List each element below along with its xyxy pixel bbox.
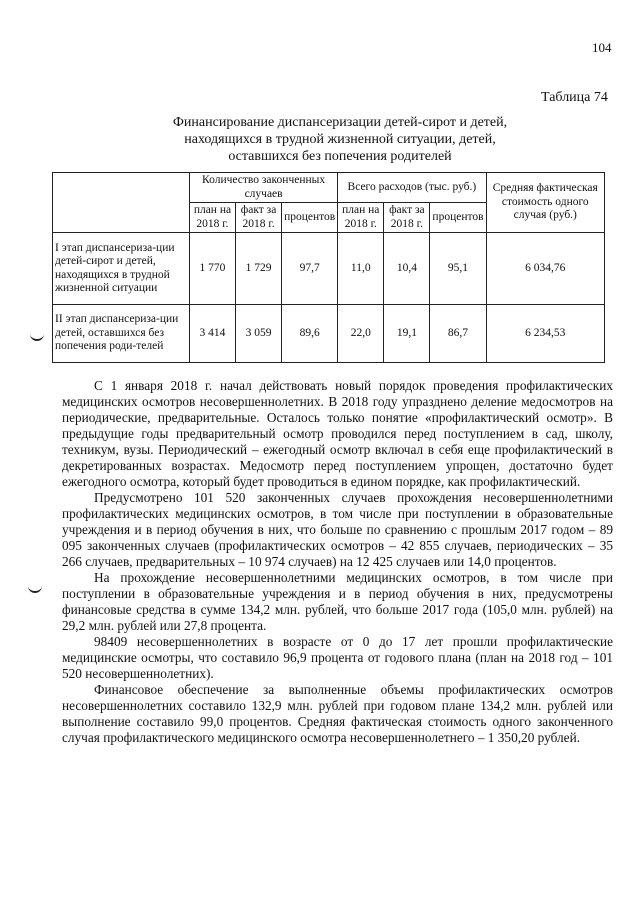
page-number: 104 (592, 40, 612, 55)
cases-percent-cell: 89,6 (282, 305, 338, 363)
financing-table (52, 172, 605, 363)
cases-percent-cell: 97,7 (282, 233, 338, 305)
title-line: оставшихся без попечения родителей (228, 149, 452, 164)
cases-fact-cell: 1 729 (236, 233, 282, 305)
subheader-percent: процентов (282, 203, 338, 233)
header-avg-cost: Средняя фактическая стоимость одного случая (руб.) (486, 173, 604, 233)
subheader-fact: факт за 2018 г. (236, 203, 282, 233)
stage-cell: II этап диспансериза-ции детей, оставшихся без попечения роди-телей (53, 305, 190, 363)
cases-fact-cell: 3 059 (236, 305, 282, 363)
paragraph: На прохождение несовершеннолетними медицинских осмотров, в том числе при поступлении в образовательные учреждения и в период обучения в них, предусмотрены финансовые средства в сумме 134,2 млн. рублей, что больше 2017 года (105,0 млн. рублей) на 29,2 млн. рублей или 27,8 процента. (62, 570, 613, 633)
table-label: Таблица 74 (541, 90, 608, 105)
avg-cost-cell: 6 234,53 (486, 305, 604, 363)
cases-plan-cell: 3 414 (189, 305, 235, 363)
body-text (62, 378, 613, 746)
expenses-plan-cell: 11,0 (338, 233, 384, 305)
paragraph: Финансовое обеспечение за выполненные объемы профилактических осмотров несовершеннолетних составило 132,9 млн. рублей при годовом плане 134,2 млн. рублей или выполнение составило 99,0 процентов. Средняя фактическая стоимость одного законченного случая профилактического медицинского осмотра несовершеннолетнего – 1 350,20 рублей. (62, 682, 613, 745)
table-title (140, 114, 540, 165)
expenses-fact-cell: 10,4 (384, 233, 430, 305)
subheader-fact: факт за 2018 г. (384, 203, 430, 233)
title-line: Финансирование диспансеризации детей-сирот и детей, (172, 115, 508, 130)
stage-cell: I этап диспансериза-ции детей-сирот и детей, находящихся в трудной жизненной ситуации (53, 233, 190, 305)
header-expenses: Всего расходов (тыс. руб.) (338, 173, 486, 203)
paragraph: С 1 января 2018 г. начал действовать новый порядок проведения профилактических медицинских осмотров несовершеннолетних. В 2018 году упразднено деление медосмотров на периодические, предварительные. Осталось только понятие «профилактический осмотр». В предыдущие годы предварительный осмотр проводился перед поступлением в сад, школу, техникум, вузы. Периодический – ежегодный осмотр включал в себя еще профилактический в декретированных возрастах. Медосмотр перед поступлением упрощен, достаточно будет ежегодного осмотра, который будет проводиться в едином порядке, как профилактический. (62, 378, 613, 489)
subheader-percent: процентов (430, 203, 486, 233)
subheader-plan: план на 2018 г. (338, 203, 384, 233)
subheader-plan: план на 2018 г. (189, 203, 235, 233)
expenses-fact-cell: 19,1 (384, 305, 430, 363)
table-row (53, 305, 605, 363)
header-empty (53, 173, 190, 233)
expenses-percent-cell: 86,7 (430, 305, 486, 363)
margin-check-mark (30, 332, 44, 341)
expenses-plan-cell: 22,0 (338, 305, 384, 363)
title-line: находящихся в трудной жизненной ситуации, детей, (184, 132, 496, 147)
margin-check-mark (28, 584, 42, 593)
expenses-percent-cell: 95,1 (430, 233, 486, 305)
avg-cost-cell: 6 034,76 (486, 233, 604, 305)
cases-plan-cell: 1 770 (189, 233, 235, 305)
paragraph: 98409 несовершеннолетних в возрасте от 0 до 17 лет прошли профилактические медицинские осмотры, что составило 96,9 процента от годового плана (план на 2018 год – 101 520 несовершеннолетних). (62, 634, 613, 681)
table-row (53, 233, 605, 305)
header-cases: Количество законченных случаев (189, 173, 337, 203)
paragraph: Предусмотрено 101 520 законченных случаев прохождения несовершеннолетними профилактических медицинских осмотров, в том числе при поступлении в образовательные учреждения и в период обучения в них, что больше по сравнению с прошлым 2017 годом – 89 095 законченных случаев (профилактических осмотров – 42 855 случаев, периодических – 35 266 случаев, предварительных – 10 974 случаев) на 12 425 случаев или 14,0 процентов. (62, 490, 613, 569)
